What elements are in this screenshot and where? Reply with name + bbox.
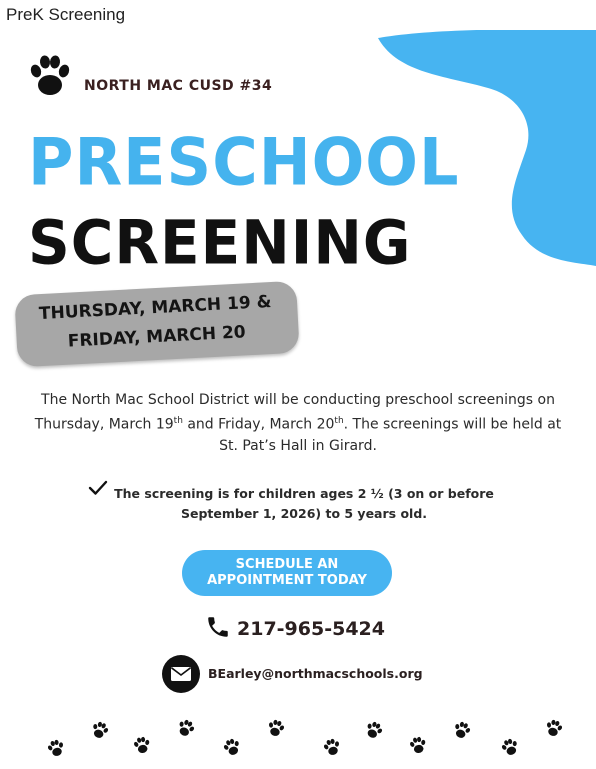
intro-paragraph: The North Mac School District will be conducting preschool screenings on Thursday, March 19th and Friday, March 20th. The screenings will be held at St. Pat’s Hall in Girard.	[34, 392, 562, 454]
phone-icon	[205, 613, 231, 641]
email-link[interactable]: BEarley@northmacschools.org	[208, 666, 423, 681]
paw-print-icon	[361, 717, 388, 744]
eligibility-text: The screening is for children ages 2 ½ (3 on or before September 1, 2026) to 5 years old.	[114, 486, 494, 521]
flyer	[0, 30, 596, 769]
page-title: PreK Screening	[6, 5, 126, 24]
paw-print-icon	[542, 716, 566, 740]
paw-print-icon	[44, 736, 68, 760]
paw-print-icon	[497, 734, 523, 760]
paw-print-icon	[173, 715, 200, 742]
paw-print-icon	[264, 716, 288, 740]
cta-line-2: APPOINTMENT TODAY	[207, 573, 367, 588]
paw-print-icon	[320, 735, 344, 759]
schedule-appointment-button[interactable]	[182, 550, 392, 596]
title-screening: SCREENING	[28, 206, 412, 279]
date-line-1: THURSDAY, MARCH 19 &	[38, 291, 272, 325]
paw-print-icon	[22, 50, 78, 100]
paw-print-icon	[219, 734, 245, 760]
paw-print-icon	[87, 717, 113, 743]
district-name: NORTH MAC CUSD #34	[84, 78, 273, 94]
paw-print-icon	[130, 733, 153, 756]
date-line-2: FRIDAY, MARCH 20	[67, 322, 247, 352]
checkmark-icon	[88, 480, 108, 496]
paw-print-icon	[406, 733, 429, 756]
phone-number[interactable]: 217-965-5424	[237, 618, 385, 640]
title-preschool: PRESCHOOL	[28, 123, 460, 201]
cta-line-1: SCHEDULE AN	[235, 557, 339, 572]
paw-print-icon	[449, 717, 475, 743]
envelope-icon	[162, 655, 200, 693]
